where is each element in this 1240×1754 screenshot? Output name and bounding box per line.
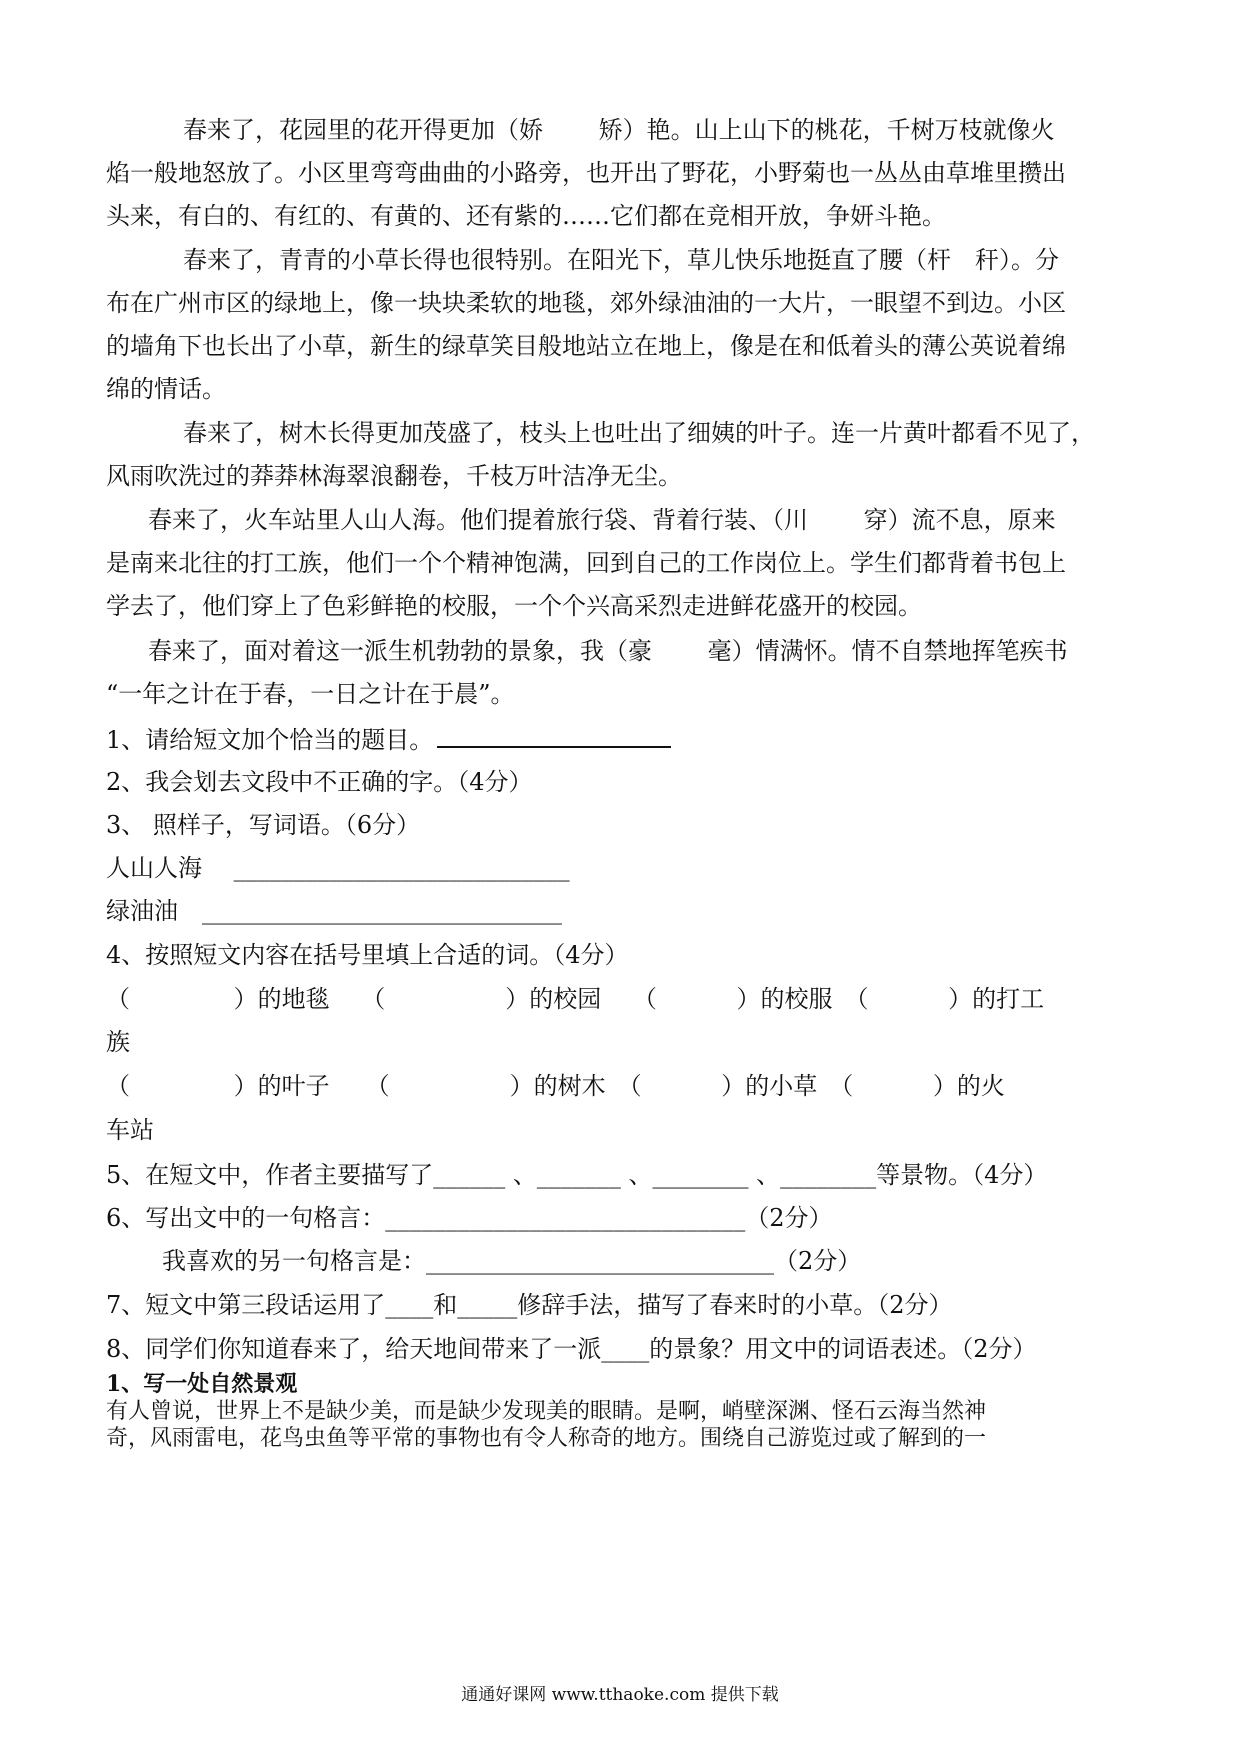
passage-p4-line3: 学去了，他们穿上了色彩鲜艳的校服，一个个兴高采烈走进鲜花盛开的校园。 [106, 592, 922, 620]
passage-p5-line1: 春来了，面对着这一派生机勃勃的景象，我（豪 毫）情满怀。情不自禁地挥笔疾书 [148, 637, 1068, 665]
question-6b: 我喜欢的另一句格言是：_____________________________（2分） [162, 1247, 862, 1275]
passage-p3-line1: 春来了，树木长得更加茂盛了，枝头上也吐出了细姨的叶子。连一片黄叶都看不见了， [183, 419, 1095, 447]
question-8: 8、同学们你知道春来了，给天地间带来了一派____的景象？用文中的词语表述。（2分） [106, 1335, 1037, 1363]
question-1-text: 1、请给短文加个恰当的题目。 [106, 726, 434, 754]
passage-p1-line2: 焰一般地怒放了。小区里弯弯曲曲的小路旁，也开出了野花，小野菊也一丛丛由草堆里攒出 [106, 159, 1066, 187]
passage-p4-line1: 春来了，火车站里人山人海。他们提着旅行袋、背着行装、（川 穿）流不息，原来 [148, 506, 1056, 534]
passage-p2-line1: 春来了，青青的小草长得也很特别。在阳光下，草儿快乐地挺直了腰（杆 秆）。分 [183, 246, 1059, 274]
question-1 [106, 724, 671, 755]
writing-prompt-line2: 奇，风雨雷电，花鸟虫鱼等平常的事物也有令人称奇的地方。围绕自己游览过或了解到的一 [106, 1426, 987, 1451]
passage-p2-line2: 布在广州市区的绿地上，像一块块柔软的地毯，郊外绿油油的一大片，一眼望不到边。小区 [106, 289, 1066, 317]
passage-p4-line2: 是南来北往的打工族，他们一个个精神饱满，回到自己的工作岗位上。学生们都背着书包上 [106, 549, 1066, 577]
question-3-example-2: 绿油油 ______________________________ [106, 897, 562, 925]
passage-p1-line3: 头来，有白的、有红的、有黄的、还有紫的……它们都在竞相开放，争妍斗艳。 [106, 202, 946, 230]
question-3-example-1: 人山人海 ____________________________ [106, 854, 570, 882]
passage-p3-line2: 风雨吹洗过的莽莽林海翠浪翻卷，千枝万叶洁净无尘。 [106, 462, 682, 490]
question-4-row-1-cont: 族 [106, 1028, 130, 1056]
passage-p5-line2: “一年之计在于春，一日之计在于晨”。 [106, 680, 515, 708]
passage-p1-line1: 春来了，花园里的花开得更加（娇 矫）艳。山上山下的桃花，千树万枝就像火 [183, 116, 1055, 144]
writing-prompt-line1: 有人曾说，世界上不是缺少美，而是缺少发现美的眼睛。是啊，峭壁深渊、怪石云海当然神 [106, 1399, 987, 1424]
title-answer-blank[interactable] [437, 724, 671, 748]
passage-p2-line3: 的墙角下也长出了小草，新生的绿草笑目般地站立在地上，像是在和低着头的薄公英说着绵 [106, 332, 1066, 360]
question-5: 5、在短文中，作者主要描写了______ 、_______ 、________ 、________等景物。（4分） [106, 1161, 1048, 1189]
page-footer: 通通好课网 www.tthaoke.com 提供下载 [461, 1685, 779, 1705]
question-2: 2、我会划去文段中不正确的字。（4分） [106, 768, 533, 796]
question-3: 3、 照样子，写词语。（6分） [106, 811, 421, 839]
question-7: 7、短文中第三段话运用了____和_____修辞手法，描写了春来时的小草。（2分） [106, 1291, 953, 1319]
writing-section-title: 1、写一处自然景观 [106, 1371, 298, 1397]
passage-p2-line4: 绵的情话。 [106, 375, 226, 403]
question-4-row-1: （ ）的地毯 （ ）的校园 （ ）的校服 （ ）的打工 [106, 985, 1045, 1013]
question-4-row-2: （ ）的叶子 （ ）的树木 （ ）的小草 （ ）的火 [106, 1072, 1005, 1100]
question-4-row-2-cont: 车站 [106, 1116, 154, 1144]
question-4: 4、按照短文内容在括号里填上合适的词。（4分） [106, 941, 629, 969]
question-6: 6、写出文中的一句格言：______________________________（2分） [106, 1204, 833, 1232]
